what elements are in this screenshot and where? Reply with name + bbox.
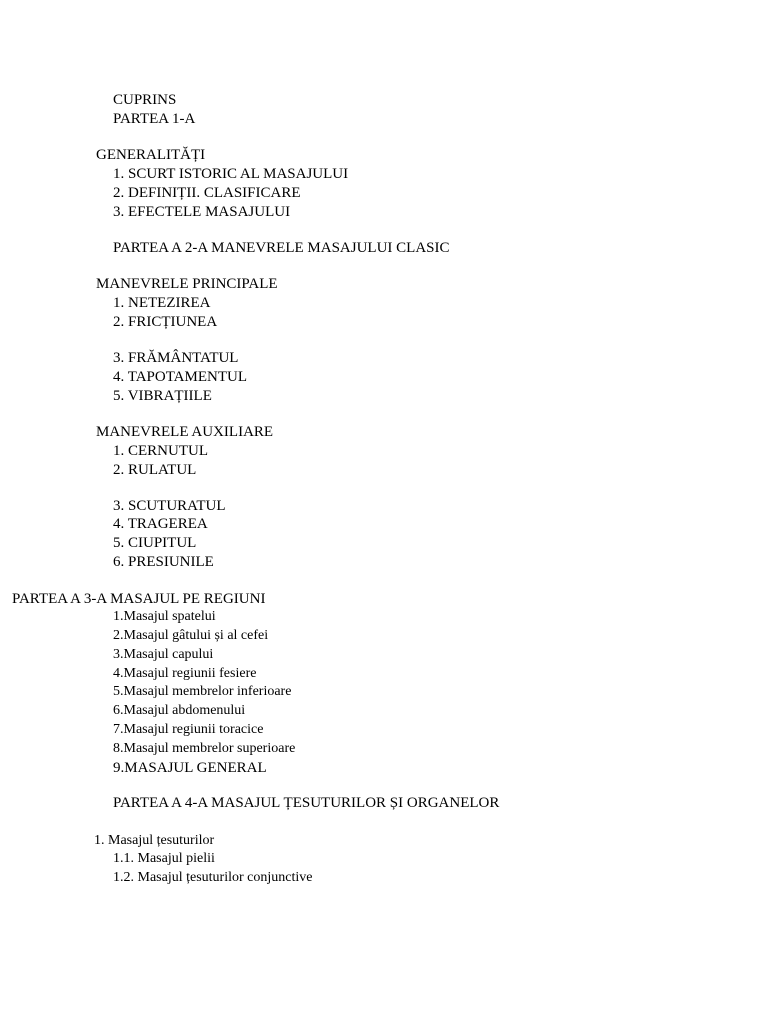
toc-item: 2.Masajul gâtului și al cefei (113, 628, 269, 643)
toc-item: 5. CIUPITUL (113, 535, 197, 551)
toc-item: 3.Masajul capului (113, 647, 214, 662)
toc-item: 3. EFECTELE MASAJULUI (113, 204, 291, 220)
toc-item: 8.Masajul membrelor superioare (113, 741, 296, 756)
toc-item: 5.Masajul membrelor inferioare (113, 684, 292, 699)
toc-item: 4. TRAGEREA (113, 516, 208, 532)
principale-heading: MANEVRELE PRINCIPALE (96, 276, 278, 292)
part2-heading: PARTEA A 2-A MANEVRELE MASAJULUI CLASIC (113, 240, 450, 256)
part4-section: 1. Masajul țesuturilor (94, 833, 215, 848)
toc-item: 6. PRESIUNILE (113, 554, 214, 570)
toc-item: 5. VIBRAȚIILE (113, 388, 212, 404)
toc-item: 2. RULATUL (113, 462, 197, 478)
toc-title: CUPRINS (113, 92, 177, 108)
toc-item: 1.Masajul spatelui (113, 609, 216, 624)
toc-item: 2. DEFINIȚII. CLASIFICARE (113, 185, 301, 201)
toc-item: 2. FRICȚIUNEA (113, 314, 218, 330)
toc-item: 3. SCUTURATUL (113, 498, 226, 514)
part4-heading: PARTEA A 4-A MASAJUL ȚESUTURILOR ȘI ORGANELOR (113, 795, 500, 811)
toc-item: 6.Masajul abdomenului (113, 703, 246, 718)
part1-heading: PARTEA 1-A (113, 111, 196, 127)
toc-item: 3. FRĂMÂNTATUL (113, 350, 239, 366)
toc-item: 1. CERNUTUL (113, 443, 208, 459)
toc-item: 9.MASAJUL GENERAL (113, 760, 267, 776)
toc-item: 1. SCURT ISTORIC AL MASAJULUI (113, 166, 349, 182)
toc-item: 7.Masajul regiunii toracice (113, 722, 264, 737)
toc-item: 4.Masajul regiunii fesiere (113, 666, 257, 681)
toc-item: 4. TAPOTAMENTUL (113, 369, 247, 385)
toc-item: 1.2. Masajul țesuturilor conjunctive (113, 870, 313, 885)
auxiliare-heading: MANEVRELE AUXILIARE (96, 424, 274, 440)
toc-item: 1. NETEZIREA (113, 295, 211, 311)
part3-heading: PARTEA A 3-A MASAJUL PE REGIUNI (12, 591, 266, 607)
generalitati-heading: GENERALITĂȚI (96, 147, 206, 163)
toc-item: 1.1. Masajul pielii (113, 851, 215, 866)
